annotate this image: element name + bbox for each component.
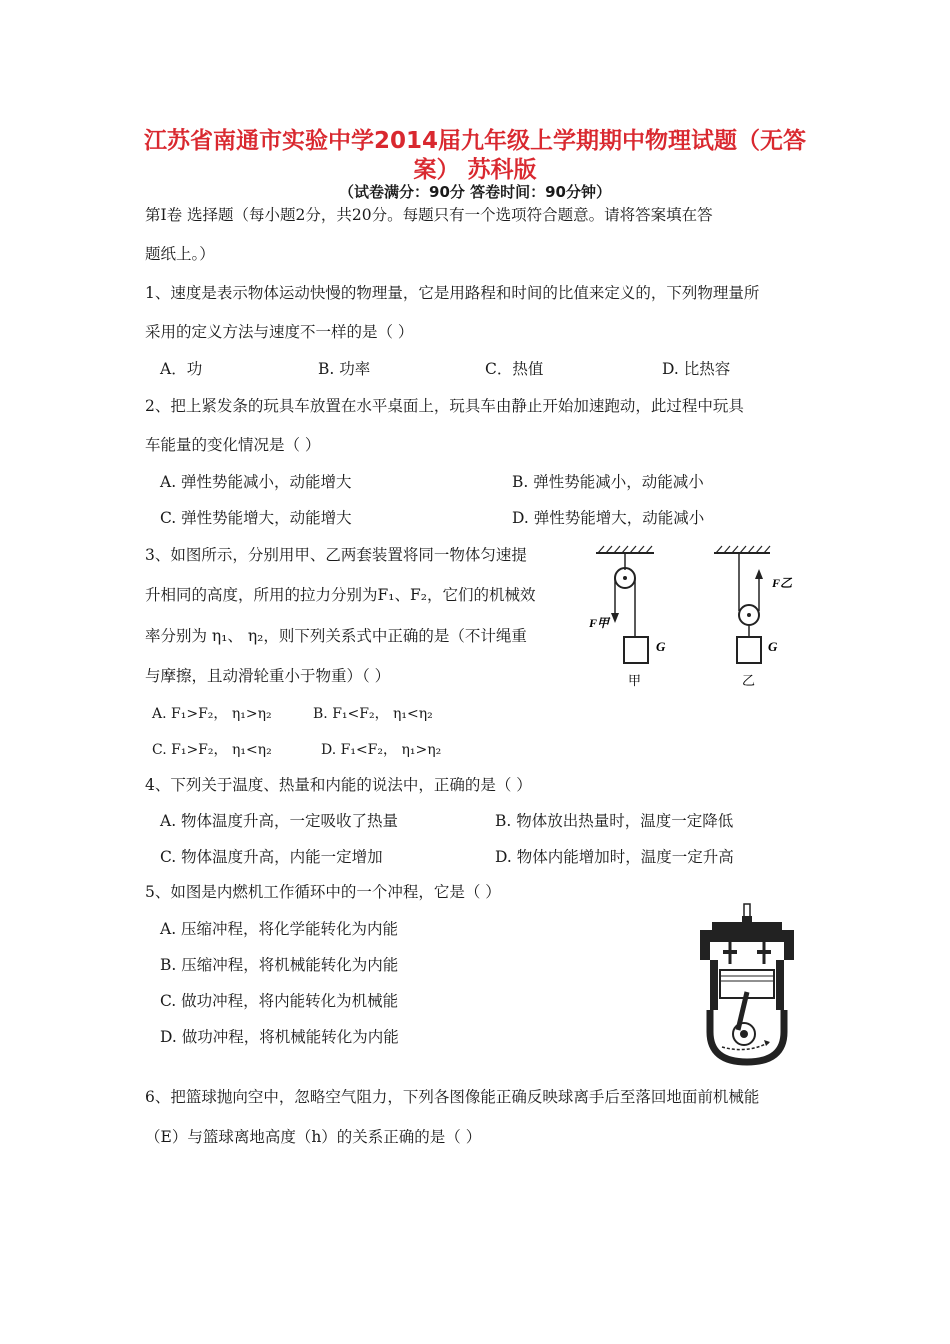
- f-yi-label: F乙: [772, 576, 793, 590]
- q3-option-c: C. F₁>F₂， η₁<η₂: [152, 742, 272, 758]
- q1-stem-line1: 1、速度是表示物体运动快慢的物理量，它是用路程和时间的比值来定义的，下列物理量所: [145, 284, 760, 302]
- pulley-figure: [584, 545, 814, 690]
- g-label-jia: G: [656, 639, 666, 654]
- q3-stem-line1: 3、如图所示，分别用甲、乙两套装置将同一物体匀速提: [145, 546, 527, 564]
- page-title-line2: 案） 苏科版: [413, 157, 537, 183]
- q4-option-b: B. 物体放出热量时，温度一定降低: [495, 812, 734, 830]
- q1-stem-line2: 采用的定义方法与速度不一样的是（ ）: [145, 323, 414, 341]
- q5-option-b: B. 压缩冲程，将机械能转化为内能: [160, 956, 399, 974]
- q2-option-a: A. 弹性势能减小，动能增大: [160, 473, 352, 491]
- f-jia-label: F甲: [589, 616, 610, 630]
- q4-option-a: A. 物体温度升高，一定吸收了热量: [160, 812, 399, 830]
- q1-option-b: B. 功率: [318, 360, 371, 378]
- section-instructions-line2: 题纸上。）: [145, 245, 215, 263]
- q5-option-d: D. 做功冲程，将机械能转化为内能: [160, 1028, 399, 1046]
- q3-stem-line2: 升相同的高度，所用的拉力分别为F₁、F₂，它们的机械效: [145, 586, 536, 604]
- q6-stem-line1: 6、把篮球抛向空中，忽略空气阻力，下列各图像能正确反映球离手后至落回地面前机械能: [145, 1088, 760, 1106]
- q3-option-a: A. F₁>F₂， η₁>η₂: [152, 706, 272, 722]
- q1-option-a: A．功: [160, 360, 203, 378]
- q1-option-c: C．热值: [485, 360, 544, 378]
- q2-option-b: B. 弹性势能减小，动能减小: [512, 473, 704, 491]
- q4-stem: 4、下列关于温度、热量和内能的说法中，正确的是（ ）: [145, 776, 532, 794]
- q4-option-d: D. 物体内能增加时，温度一定升高: [495, 848, 734, 866]
- q3-stem-line3: 率分别为 η₁、 η₂，则下列关系式中正确的是（不计绳重: [145, 627, 527, 645]
- q2-option-d: D. 弹性势能增大，动能减小: [512, 509, 705, 527]
- q5-option-c: C. 做功冲程，将内能转化为机械能: [160, 992, 399, 1010]
- q3-stem-line4: 与摩擦，且动滑轮重小于物重）（ ）: [145, 667, 391, 685]
- jia-label: 甲: [628, 674, 642, 689]
- q2-stem-line2: 车能量的变化情况是（ ）: [145, 436, 321, 454]
- q5-stem: 5、如图是内燃机工作循环中的一个冲程，它是（ ）: [145, 883, 501, 901]
- q6-stem-line2: （E）与篮球离地高度（h）的关系正确的是（ ）: [145, 1128, 482, 1146]
- q2-stem-line1: 2、把上紧发条的玩具车放置在水平桌面上，玩具车由静止开始加速跑动，此过程中玩具: [145, 397, 744, 415]
- q3-option-d: D. F₁<F₂， η₁>η₂: [321, 742, 442, 758]
- page-title-line1: 江苏省南通市实验中学2014届九年级上学期期中物理试题（无答: [143, 128, 806, 154]
- yi-label: 乙: [742, 674, 756, 689]
- q1-option-d: D. 比热容: [662, 360, 731, 378]
- q5-option-a: A. 压缩冲程，将化学能转化为内能: [160, 920, 399, 938]
- section-instructions-line1: 第Ⅰ卷 选择题（每小题2分，共20分。每题只有一个选项符合题意。请将答案填在答: [145, 206, 713, 224]
- g-label-yi: G: [768, 639, 778, 654]
- exam-info: （试卷满分：90分 答卷时间：90分钟）: [339, 183, 611, 201]
- q4-option-c: C. 物体温度升高，内能一定增加: [160, 848, 383, 866]
- engine-cylinder-figure: [692, 902, 807, 1067]
- q2-option-c: C. 弹性势能增大，动能增大: [160, 509, 352, 527]
- q3-option-b: B. F₁<F₂， η₁<η₂: [313, 706, 433, 722]
